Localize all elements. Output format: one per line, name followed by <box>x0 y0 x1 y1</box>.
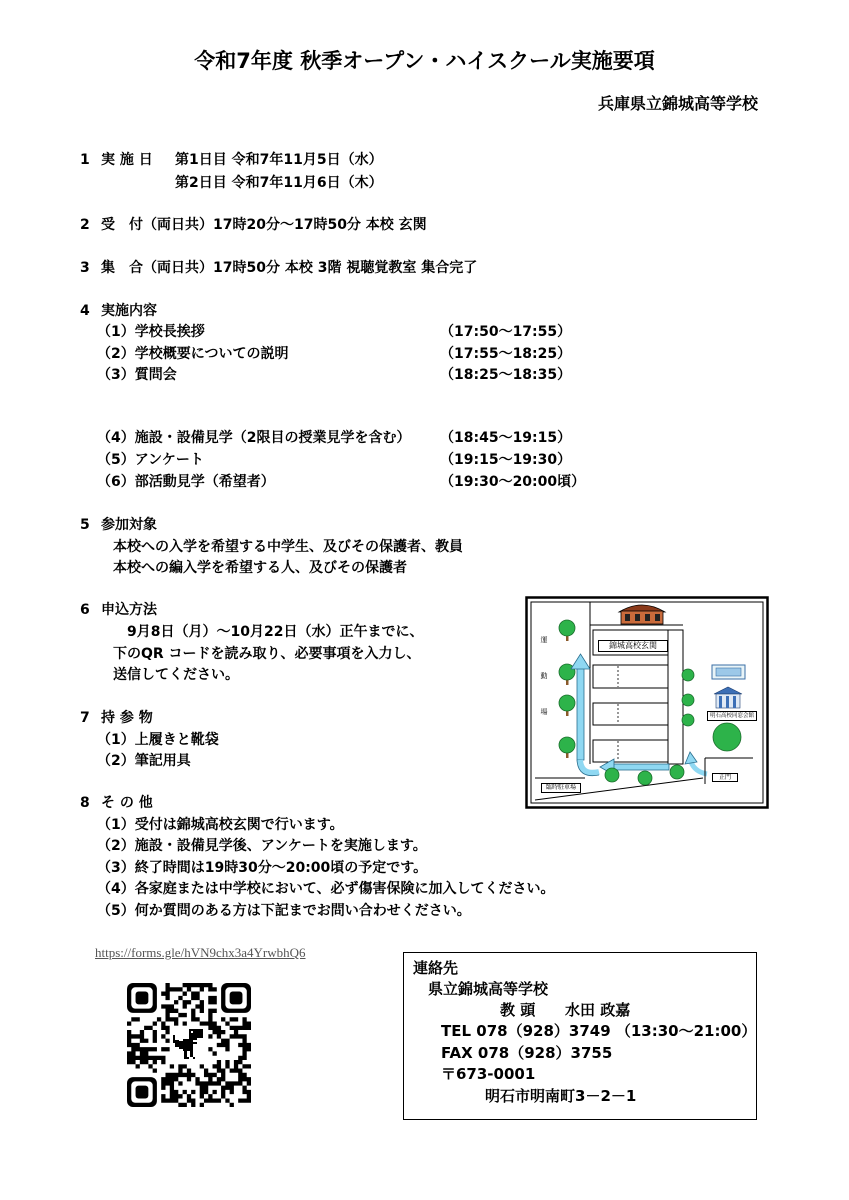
tree-icon <box>682 714 694 726</box>
program-item-label: （2）学校概要についての説明 <box>97 346 289 362</box>
map-gate-label: 正門 <box>712 773 738 782</box>
section-reception <box>80 215 427 235</box>
program-item-time: （19:15～19:30） <box>440 452 572 468</box>
contact-name: 水田 政嘉 <box>565 1001 631 1019</box>
section-eligibility-header <box>80 515 157 535</box>
contact-fax: FAX 078（928）3755 <box>441 1044 613 1062</box>
contact-heading: 連絡先 <box>413 959 459 977</box>
qr-finder-bottom-left <box>127 1077 157 1107</box>
tree-icon <box>670 765 684 779</box>
section-number: 5 <box>80 517 90 533</box>
program-item-time: （19:30～20:00頃） <box>440 474 586 490</box>
section-program-header <box>80 301 157 321</box>
eligibility-line: 本校への編入学を希望する人、及びその保護者 <box>113 560 407 576</box>
contact-box <box>403 952 757 1120</box>
assembly-text: （両日共）17時50分 本校 3階 視聴覚教室 集合完了 <box>143 260 478 276</box>
section-heading: 実 施 日 <box>101 152 153 168</box>
program-item-label: （3）質問会 <box>97 367 177 383</box>
program-item-label: （4）施設・設備見学（2限目の授業見学を含む） <box>97 430 411 446</box>
contact-postal: 〒673-0001 <box>441 1065 536 1083</box>
other-item: （1）受付は錦城高校玄関で行います。 <box>97 817 344 833</box>
building-icon <box>712 665 745 679</box>
tree-icon <box>682 694 694 706</box>
section-heading: 実施内容 <box>101 303 157 319</box>
map-parking-label: 臨時駐車場 <box>541 783 581 793</box>
date-day1: 第1日目 令和7年11月5日（水） <box>175 152 383 168</box>
section-date-header <box>80 150 153 170</box>
qr-code <box>127 983 251 1107</box>
other-item: （4）各家庭または中学校において、必ず傷害保険に加入してください。 <box>97 881 555 897</box>
page-title: 令和7年度 秋季オープン・ハイスクール実施要項 <box>194 49 655 73</box>
section-heading: そ の 他 <box>101 795 153 811</box>
application-line: 送信してください。 <box>113 667 239 683</box>
section-application-header <box>80 600 157 620</box>
date-day2: 第2日目 令和7年11月6日（木） <box>175 175 383 191</box>
program-item-time: （18:25～18:35） <box>440 367 572 383</box>
other-item: （5）何か質問のある方は下記までお問い合わせください。 <box>97 903 471 919</box>
section-number: 2 <box>80 217 90 233</box>
form-link[interactable]: https://forms.gle/hVN9chx3a4YrwbhQ6 <box>95 945 306 960</box>
section-number: 6 <box>80 602 90 618</box>
eligibility-line: 本校への入学を希望する中学生、及びその保護者、教員 <box>113 539 463 555</box>
qr-finder-top-left <box>127 983 157 1013</box>
campus-map <box>525 596 769 809</box>
tree-icon <box>605 768 619 782</box>
program-item-time: （17:50～17:55） <box>440 324 572 340</box>
section-assembly <box>80 258 477 278</box>
round-tree-icon <box>713 723 741 751</box>
other-item: （3）終了時間は19時30分～20:00頃の予定です。 <box>97 860 428 876</box>
program-item-time: （17:55～18:25） <box>440 346 572 362</box>
section-heading: 申込方法 <box>101 602 157 618</box>
section-heading: 持 参 物 <box>101 710 153 726</box>
program-item-label: （5）アンケート <box>97 452 204 468</box>
contact-address: 明石市明南町3－2－1 <box>485 1087 637 1105</box>
tree-icon <box>682 669 694 681</box>
school-name: 兵庫県立錦城高等学校 <box>597 94 758 113</box>
contact-position: 教 頭 <box>500 1001 536 1019</box>
belongings-item: （1）上履きと靴袋 <box>97 732 219 748</box>
map-entrance-label: 錦城高校玄関 <box>598 640 668 652</box>
other-item: （2）施設・設備見学後、アンケートを実施します。 <box>97 838 427 854</box>
section-number: 3 <box>80 260 90 276</box>
section-heading: 受 付 <box>101 217 143 233</box>
application-line: 下のQR コードを読み取り、必要事項を入力し、 <box>113 646 421 662</box>
contact-school: 県立錦城高等学校 <box>428 980 549 998</box>
map-field-label: 運動場 <box>540 636 548 744</box>
program-item-label: （1）学校長挨拶 <box>97 324 205 340</box>
section-number: 1 <box>80 152 90 168</box>
section-heading: 参加対象 <box>101 517 157 533</box>
tree-icon <box>638 771 652 785</box>
section-other-header <box>80 793 153 813</box>
section-heading: 集 合 <box>101 260 143 276</box>
section-number: 7 <box>80 710 90 726</box>
contact-tel: TEL 078（928）3749 （13:30～21:00） <box>441 1022 757 1040</box>
program-item-time: （18:45～19:15） <box>440 430 572 446</box>
belongings-item: （2）筆記用具 <box>97 753 191 769</box>
section-number: 8 <box>80 795 90 811</box>
qr-finder-top-right <box>221 983 251 1013</box>
section-number: 4 <box>80 303 90 319</box>
program-item-label: （6）部活動見学（希望者） <box>97 474 275 490</box>
reception-text: （両日共）17時20分～17時50分 本校 玄関 <box>143 217 427 233</box>
section-belongings-header <box>80 708 153 728</box>
map-hall-label: 明石高校同窓会館 <box>707 711 757 721</box>
application-line: 9月8日（月）～10月22日（水）正午までに、 <box>127 624 424 640</box>
